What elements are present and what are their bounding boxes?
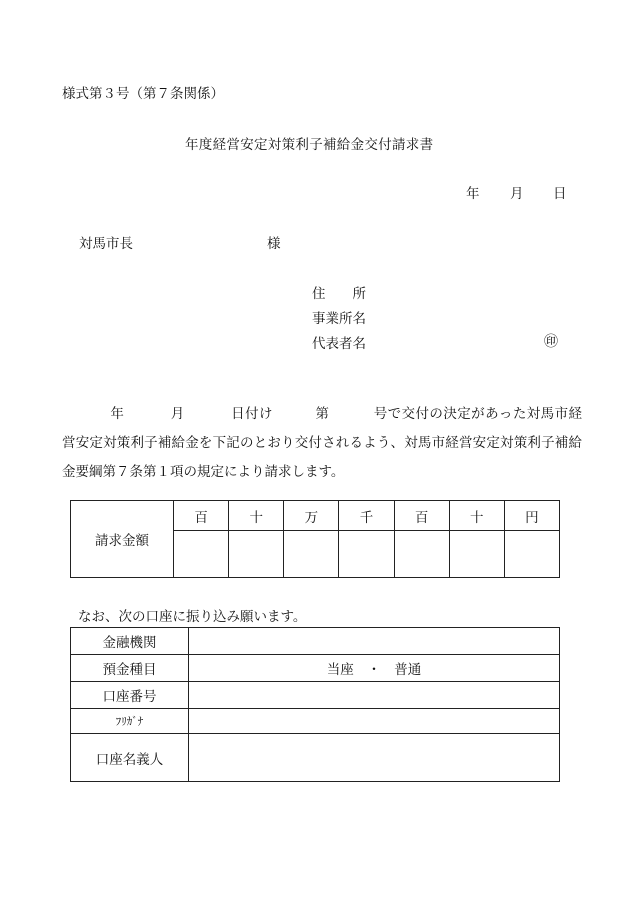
- request-paragraph: [62, 400, 582, 487]
- account-holder-label: 口座名義人: [71, 734, 189, 782]
- representative-label: 代表者名: [312, 336, 366, 352]
- body-date-suffix: 日付け: [230, 406, 273, 422]
- unit-thousand: 千: [339, 501, 394, 531]
- deposit-type-label: 預金種目: [71, 655, 189, 682]
- unit-hundred-man: 百: [174, 501, 229, 531]
- unit-hundred: 百: [394, 501, 449, 531]
- bank-value[interactable]: [189, 628, 560, 655]
- amount-digit-cell[interactable]: [449, 531, 504, 578]
- document-title: 年度経営安定対策利子補給金交付請求書: [185, 137, 434, 153]
- form-number: 様式第３号（第７条関係）: [62, 86, 224, 102]
- body-year: 年: [110, 406, 125, 422]
- amount-digit-cell[interactable]: [284, 531, 339, 578]
- addressee-honorific: 様: [267, 236, 281, 252]
- account-holder-value[interactable]: [189, 734, 560, 782]
- bank-transfer-note: なお、次の口座に振り込み願います。: [78, 609, 307, 625]
- body-month: 月: [170, 406, 185, 422]
- amount-digit-cell[interactable]: [229, 531, 284, 578]
- unit-man: 万: [284, 501, 339, 531]
- amount-digit-cell[interactable]: [394, 531, 449, 578]
- office-name-label: 事業所名: [312, 311, 366, 327]
- body-text: 号で交付の決定があった対馬市経営安定対策利子補給金を下記のとおり交付されるよう、対馬市経営安定対策利子補給金要綱第７条第１項の規定により請求します。: [62, 406, 583, 480]
- date-month: 月: [510, 186, 524, 202]
- addressee-name: 対馬市長: [79, 236, 133, 252]
- date-day: 日: [553, 186, 567, 202]
- furigana-value[interactable]: [189, 709, 560, 734]
- date-year: 年: [466, 186, 480, 202]
- account-number-value[interactable]: [189, 682, 560, 709]
- address-label: 住 所: [312, 286, 366, 302]
- amount-digit-cell[interactable]: [504, 531, 559, 578]
- bank-label: 金融機関: [71, 628, 189, 655]
- unit-ten: 十: [449, 501, 504, 531]
- seal-mark: ㊞: [544, 334, 558, 350]
- amount-digit-cell[interactable]: [174, 531, 229, 578]
- amount-table: [70, 500, 560, 578]
- unit-ten-man: 十: [229, 501, 284, 531]
- furigana-label: ﾌﾘｶﾞﾅ: [71, 709, 189, 734]
- unit-yen: 円: [504, 501, 559, 531]
- deposit-type-value[interactable]: 当座 ・ 普通: [189, 655, 560, 682]
- body-number-prefix: 第: [314, 406, 330, 422]
- bank-account-table: [70, 627, 560, 782]
- amount-label: 請求金額: [71, 501, 174, 578]
- account-number-label: 口座番号: [71, 682, 189, 709]
- amount-digit-cell[interactable]: [339, 531, 394, 578]
